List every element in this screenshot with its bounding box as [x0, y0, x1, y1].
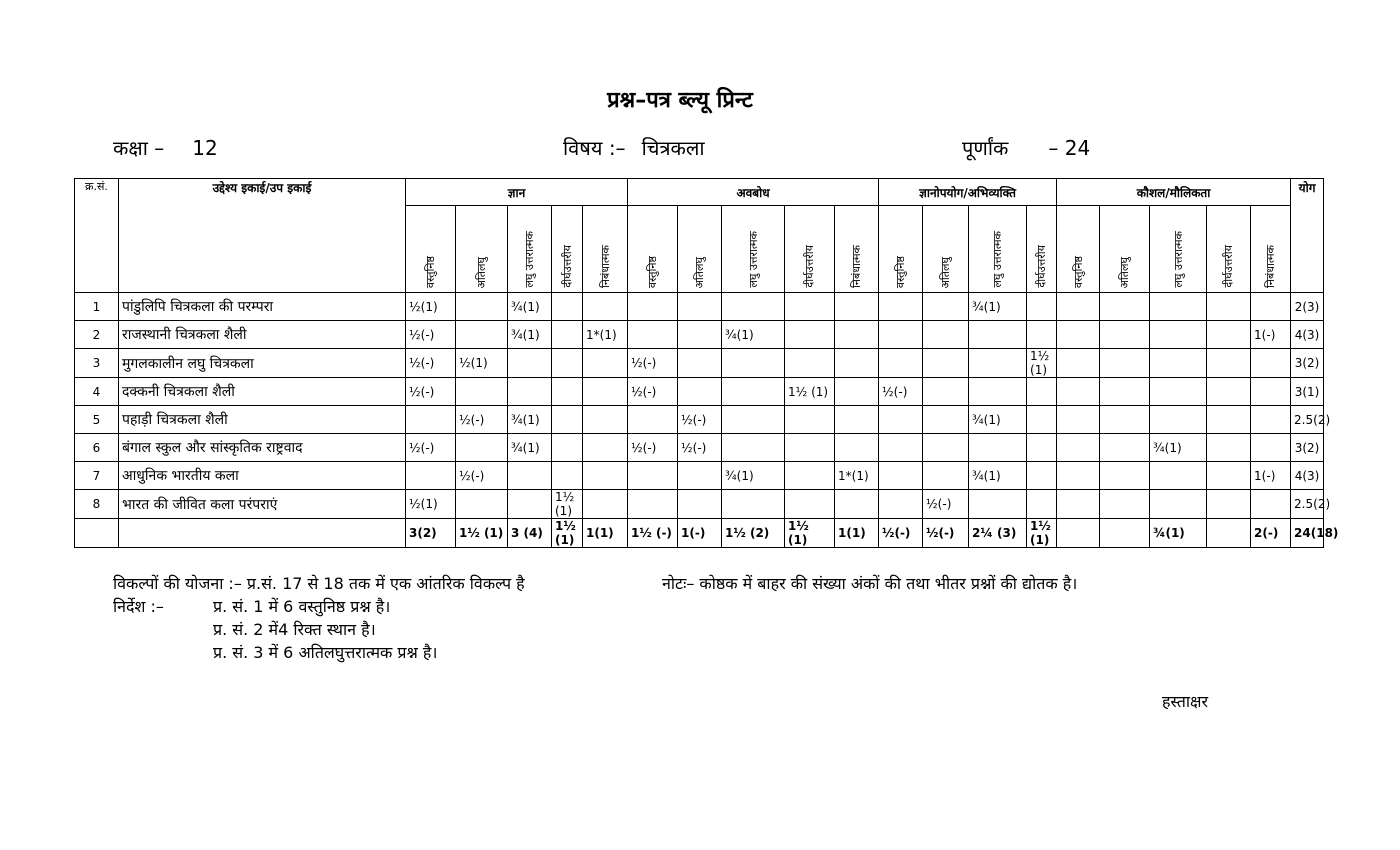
table-cell: [678, 462, 722, 490]
group-header-skill: कौशल/मौलिकता: [1057, 179, 1291, 206]
row-topic: पांडुलिपि चित्रकला की परम्परा: [119, 293, 406, 321]
row-number: 3: [75, 349, 119, 378]
sub-header: [508, 206, 552, 293]
table-cell: [1027, 378, 1057, 406]
table-cell: ½(-): [678, 406, 722, 434]
table-cell: 1(-): [1251, 321, 1291, 349]
summary-cell: 3(2): [406, 519, 456, 548]
table-cell: [552, 406, 583, 434]
table-cell: [552, 349, 583, 378]
table-cell: [1057, 406, 1100, 434]
table-cell: [722, 434, 785, 462]
table-cell: [552, 462, 583, 490]
topic-header: उद्देश्य इकाई/उप इकाई: [119, 179, 406, 293]
table-cell: [835, 321, 879, 349]
table-cell: [785, 462, 835, 490]
table-cell: [1057, 293, 1100, 321]
summary-cell: 3 (4): [508, 519, 552, 548]
table-cell: 1*(1): [835, 462, 879, 490]
table-cell: [552, 293, 583, 321]
table-cell: [456, 321, 508, 349]
class-label: कक्षा –: [113, 136, 165, 160]
table-cell: [628, 490, 678, 519]
table-cell: [835, 349, 879, 378]
table-cell: ¾(1): [1150, 434, 1207, 462]
blueprint-table: [74, 178, 1376, 548]
table-cell: [1100, 406, 1150, 434]
sub-header-label: वस्तुनिष्ठ: [894, 255, 908, 288]
directions-line-1: [113, 595, 525, 618]
row-number: 8: [75, 490, 119, 519]
table-cell: [1207, 321, 1251, 349]
table-row: [75, 349, 1376, 378]
table-cell: [1100, 434, 1150, 462]
sub-header: [1207, 206, 1251, 293]
table-cell: [722, 293, 785, 321]
sub-header: [1251, 206, 1291, 293]
table-cell: ¾(1): [508, 434, 552, 462]
table-cell: ½(-): [879, 378, 923, 406]
table-cell: ¾(1): [969, 293, 1027, 321]
summary-cell: 1½ (1): [1027, 519, 1057, 548]
table-cell: [1207, 406, 1251, 434]
table-cell: [969, 349, 1027, 378]
table-cell: [583, 349, 628, 378]
table-cell: [1207, 349, 1251, 378]
table-cell: [879, 293, 923, 321]
table-cell: [969, 434, 1027, 462]
table-cell: [835, 293, 879, 321]
page-title: प्रश्न–पत्र ब्ल्यू प्रिन्ट: [607, 88, 753, 113]
table-cell: [628, 321, 678, 349]
table-cell: [785, 406, 835, 434]
group-header-understanding: अवबोध: [628, 179, 879, 206]
table-cell: [583, 378, 628, 406]
row-number: 1: [75, 293, 119, 321]
table-cell: [835, 490, 879, 519]
sub-header: [583, 206, 628, 293]
table-cell: [1207, 378, 1251, 406]
sub-header: [722, 206, 785, 293]
table-cell: [583, 293, 628, 321]
table-cell: [508, 349, 552, 378]
subject-value: चित्रकला: [641, 136, 705, 160]
table-cell: [456, 490, 508, 519]
marks-value: – 24: [1048, 136, 1091, 160]
sub-header: [456, 206, 508, 293]
row-total: 2(3): [1291, 293, 1324, 321]
table-cell: [508, 462, 552, 490]
table-cell: ¾(1): [722, 321, 785, 349]
table-cell: [1150, 349, 1207, 378]
table-cell: [583, 490, 628, 519]
grand-total: 24(18): [1291, 519, 1324, 548]
table-cell: [1027, 293, 1057, 321]
table-cell: [1251, 434, 1291, 462]
row-total: 3(2): [1291, 434, 1324, 462]
notes-section: [113, 572, 525, 664]
summary-cell: 1(-): [678, 519, 722, 548]
sub-header-label: लघु उत्तरात्मक: [1171, 231, 1185, 288]
table-cell: [1251, 293, 1291, 321]
row-topic: राजस्थानी चित्रकला शैली: [119, 321, 406, 349]
table-cell: [1251, 349, 1291, 378]
table-cell: [1207, 490, 1251, 519]
sub-header-label: निबंधात्मक: [598, 245, 612, 288]
sub-header: [1057, 206, 1100, 293]
table-cell: [678, 490, 722, 519]
table-cell: [1207, 293, 1251, 321]
table-cell: [1057, 321, 1100, 349]
sub-header: [1027, 206, 1057, 293]
sub-header: [835, 206, 879, 293]
table-cell: [456, 378, 508, 406]
row-total: 3(2): [1291, 349, 1324, 378]
row-number: 4: [75, 378, 119, 406]
sub-header-label: लघु उत्तरात्मक: [991, 231, 1005, 288]
sub-header: [552, 206, 583, 293]
sub-header-label: दीर्घउत्तरीय: [560, 245, 574, 288]
sub-header-label: वस्तुनिष्ठ: [1071, 255, 1085, 288]
table-cell: [406, 462, 456, 490]
table-cell: [1251, 378, 1291, 406]
table-cell: [923, 349, 969, 378]
summary-cell: 2¼ (3): [969, 519, 1027, 548]
table-cell: [1027, 406, 1057, 434]
summary-cell: ¾(1): [1150, 519, 1207, 548]
table-cell: [552, 434, 583, 462]
subject-info: [563, 134, 705, 161]
group-header-application: ज्ञानोपयोग/अभिव्यक्ति: [879, 179, 1057, 206]
table-cell: ½(-): [628, 349, 678, 378]
table-cell: [722, 349, 785, 378]
row-topic: पहाड़ी चित्रकला शैली: [119, 406, 406, 434]
table-cell: [1251, 406, 1291, 434]
sub-header-label: अतिलघु: [939, 256, 953, 288]
table-cell: [1027, 434, 1057, 462]
sn-header: क्र.सं.: [75, 179, 119, 293]
signature: हस्ताक्षर: [1162, 692, 1209, 711]
table-cell: [835, 378, 879, 406]
table-cell: ½(-): [406, 321, 456, 349]
table-cell: [722, 378, 785, 406]
table-cell: [1150, 293, 1207, 321]
table-cell: [923, 321, 969, 349]
summary-row: [75, 519, 1376, 548]
table-cell: [1100, 490, 1150, 519]
summary-cell: 1½ (1): [552, 519, 583, 548]
table-cell: [1150, 406, 1207, 434]
summary-cell: ½(-): [879, 519, 923, 548]
summary-cell: 1(1): [835, 519, 879, 548]
sub-header: [1150, 206, 1207, 293]
table-cell: [879, 462, 923, 490]
sub-header: [406, 206, 456, 293]
summary-cell: 2(-): [1251, 519, 1291, 548]
summary-cell: 1(1): [583, 519, 628, 548]
table-cell: [879, 406, 923, 434]
table-cell: [1027, 462, 1057, 490]
table-cell: [1100, 349, 1150, 378]
row-topic: दक्कनी चित्रकला शैली: [119, 378, 406, 406]
direction-item: प्र. सं. 3 में 6 अतिलघुत्तरात्मक प्रश्न है।: [213, 643, 438, 662]
table-cell: ½(-): [406, 378, 456, 406]
table-cell: [1057, 462, 1100, 490]
table-cell: ½(-): [628, 434, 678, 462]
direction-item: प्र. सं. 2 में4 रिक्त स्थान है।: [213, 620, 376, 639]
table-cell: [1027, 321, 1057, 349]
table-cell: [628, 293, 678, 321]
sub-header-label: लघु उत्तरात्मक: [746, 231, 760, 288]
table-cell: 1½ (1): [552, 490, 583, 519]
table-cell: [456, 434, 508, 462]
table-cell: ½(-): [678, 434, 722, 462]
table-cell: [1150, 462, 1207, 490]
sub-header: [879, 206, 923, 293]
bracket-note: नोटः– कोष्ठक में बाहर की संख्या अंकों की तथा भीतर प्रश्नों की द्योतक है।: [662, 574, 1078, 593]
options-note: विकल्पों की योजना :– प्र.सं. 17 से 18 तक में एक आंतरिक विकल्प है: [113, 574, 525, 593]
table-cell: [628, 462, 678, 490]
table-cell: [969, 378, 1027, 406]
row-number: 2: [75, 321, 119, 349]
table-cell: [879, 321, 923, 349]
summary-blank: [75, 519, 119, 548]
row-topic: बंगाल स्कुल और सांस्कृतिक राष्ट्रवाद: [119, 434, 406, 462]
sub-header: [785, 206, 835, 293]
table-cell: [1100, 293, 1150, 321]
sub-header: [923, 206, 969, 293]
table-cell: [785, 490, 835, 519]
marks-label: पूर्णांक: [962, 136, 1009, 160]
marks-info: [962, 134, 1090, 161]
table-cell: ¾(1): [508, 406, 552, 434]
row-number: 5: [75, 406, 119, 434]
row-total: 2.5(2): [1291, 406, 1324, 434]
table-row: [75, 406, 1376, 434]
row-topic: आधुनिक भारतीय कला: [119, 462, 406, 490]
row-total: 2.5(2): [1291, 490, 1324, 519]
table-cell: [785, 434, 835, 462]
table-cell: [583, 462, 628, 490]
summary-blank: [119, 519, 406, 548]
table-cell: ¾(1): [969, 462, 1027, 490]
table-row: [75, 321, 1376, 349]
sub-header-label: अतिलघु: [693, 256, 707, 288]
table-cell: [1150, 490, 1207, 519]
table-cell: ½(-): [628, 378, 678, 406]
sub-header: [678, 206, 722, 293]
table-cell: [722, 490, 785, 519]
row-number: 6: [75, 434, 119, 462]
sub-header-label: वस्तुनिष्ठ: [646, 255, 660, 288]
sub-header-label: लघु उत्तरात्मक: [523, 231, 536, 288]
table-cell: ¾(1): [508, 293, 552, 321]
table-row: [75, 378, 1376, 406]
table-cell: ½(1): [406, 490, 456, 519]
directions-label: निर्देश :–: [113, 597, 164, 616]
sub-header-label: दीर्घउत्तरीय: [803, 245, 817, 288]
table-cell: [552, 321, 583, 349]
group-header-knowledge: ज्ञान: [406, 179, 628, 206]
table-cell: [923, 462, 969, 490]
table-cell: ½(-): [406, 434, 456, 462]
summary-cell: [1207, 519, 1251, 548]
sub-header: [1100, 206, 1150, 293]
table-row: [75, 462, 1376, 490]
sub-header-label: अतिलघु: [1118, 256, 1132, 288]
table-cell: [1207, 462, 1251, 490]
table-cell: ¾(1): [508, 321, 552, 349]
table-cell: [879, 434, 923, 462]
summary-cell: 1½ (1): [456, 519, 508, 548]
table-cell: [456, 293, 508, 321]
sub-header-label: निबंधात्मक: [850, 245, 864, 288]
table-cell: [508, 378, 552, 406]
table-cell: [879, 349, 923, 378]
sub-header-label: निबंधात्मक: [1264, 245, 1278, 288]
table-cell: ½(1): [406, 293, 456, 321]
table-cell: ½(-): [456, 406, 508, 434]
table-row: [75, 293, 1376, 321]
table-cell: ¾(1): [969, 406, 1027, 434]
table-cell: [835, 406, 879, 434]
group-header-row: [75, 179, 1376, 206]
table-cell: [1150, 378, 1207, 406]
table-cell: [628, 406, 678, 434]
table-row: [75, 434, 1376, 462]
table-cell: ½(1): [456, 349, 508, 378]
table-cell: [1100, 462, 1150, 490]
table-cell: [678, 321, 722, 349]
table-cell: [678, 293, 722, 321]
sub-header: [628, 206, 678, 293]
table-cell: [1100, 321, 1150, 349]
table-cell: ½(-): [456, 462, 508, 490]
table-cell: 1½ (1): [785, 378, 835, 406]
table-cell: [923, 434, 969, 462]
direction-item: प्र. सं. 1 में 6 वस्तुनिष्ठ प्रश्न है।: [213, 597, 391, 616]
table-cell: [583, 434, 628, 462]
table-cell: [785, 321, 835, 349]
table-cell: [923, 406, 969, 434]
table-cell: [722, 406, 785, 434]
table-cell: [1057, 434, 1100, 462]
row-number: 7: [75, 462, 119, 490]
row-total: 4(3): [1291, 321, 1324, 349]
total-header: योग: [1291, 179, 1324, 293]
table-cell: [583, 406, 628, 434]
table-cell: [406, 406, 456, 434]
sub-header-label: अतिलघु: [475, 256, 488, 288]
table-cell: 1½ (1): [1027, 349, 1057, 378]
summary-cell: 1½ (1): [785, 519, 835, 548]
table-cell: [879, 490, 923, 519]
sub-header-label: दीर्घउत्तरीय: [1222, 245, 1236, 288]
table-cell: [969, 490, 1027, 519]
row-total: 3(1): [1291, 378, 1324, 406]
table-cell: [508, 490, 552, 519]
table-cell: [1057, 378, 1100, 406]
table-cell: [1100, 378, 1150, 406]
class-info: [113, 134, 218, 161]
table-cell: [1207, 434, 1251, 462]
sub-header-label: दीर्घउत्तरीय: [1035, 245, 1049, 288]
table-cell: [785, 349, 835, 378]
table-cell: ¾(1): [722, 462, 785, 490]
subject-label: विषय :–: [563, 136, 626, 160]
summary-cell: [1100, 519, 1150, 548]
table-cell: [678, 378, 722, 406]
table-cell: [1057, 349, 1100, 378]
table-cell: 1(-): [1251, 462, 1291, 490]
table-cell: [923, 293, 969, 321]
summary-cell: 1½ (2): [722, 519, 785, 548]
table-cell: 1*(1): [583, 321, 628, 349]
summary-cell: [1057, 519, 1100, 548]
row-topic: भारत की जीवित कला परंपराएं: [119, 490, 406, 519]
summary-cell: ½(-): [923, 519, 969, 548]
table-cell: [969, 321, 1027, 349]
table-cell: [1150, 321, 1207, 349]
sub-header: [969, 206, 1027, 293]
summary-cell: 1½ (-): [628, 519, 678, 548]
table-cell: [678, 349, 722, 378]
sub-header-label: वस्तुनिष्ठ: [424, 255, 437, 288]
table-row: [75, 490, 1376, 519]
table-cell: [552, 378, 583, 406]
table-cell: [1027, 490, 1057, 519]
table-cell: [923, 378, 969, 406]
table-cell: [1057, 490, 1100, 519]
row-total: 4(3): [1291, 462, 1324, 490]
table-cell: ½(-): [923, 490, 969, 519]
table-cell: [785, 293, 835, 321]
table-cell: ½(-): [406, 349, 456, 378]
row-topic: मुगलकालीन लघु चित्रकला: [119, 349, 406, 378]
table-cell: [1251, 490, 1291, 519]
table-cell: [835, 434, 879, 462]
class-value: 12: [192, 136, 218, 160]
